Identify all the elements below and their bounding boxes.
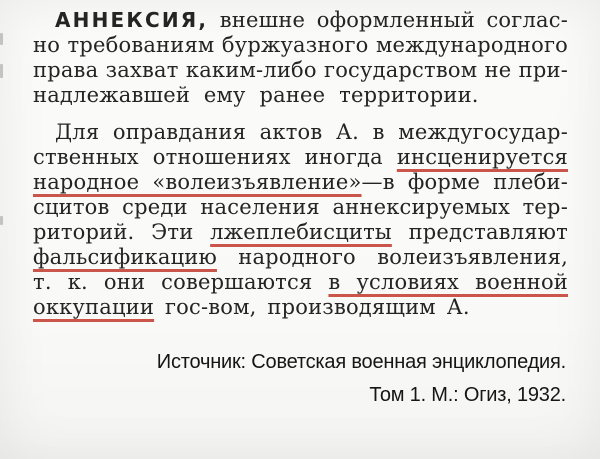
text-segment: гос-вом, производящим А. [154, 295, 470, 319]
text-line [33, 245, 568, 270]
text-segment: —в форме плеби- [361, 170, 568, 194]
text-segment: риторий. Эти [33, 220, 211, 244]
text-segment: народного волеизъявления, [216, 245, 568, 269]
text-segment: внешне оформленный соглас- [208, 8, 568, 32]
underlined-phrase: оккупации [33, 295, 155, 319]
text-line [33, 270, 568, 295]
text-line [33, 295, 568, 320]
source-citation [157, 346, 566, 412]
text-line [33, 170, 568, 195]
entry-term: АННЕКСИЯ, [55, 8, 209, 32]
underlined-phrase: в условиях военной [328, 270, 568, 294]
source-line: Том 1. М.: Огиз, 1932. [369, 384, 566, 406]
text-segment: но требованиям буржуазного международного [33, 33, 568, 57]
source-line: Источник: Советская военная энциклопедия. [156, 351, 566, 373]
text-line [33, 220, 568, 245]
text-line [33, 8, 568, 33]
text-line [33, 33, 568, 58]
text-line [33, 145, 568, 170]
text-line [33, 83, 568, 108]
commentary-paragraph [33, 120, 568, 320]
scan-artifact [0, 33, 3, 45]
scan-artifact [0, 64, 3, 78]
text-segment: представляют [391, 220, 568, 244]
underlined-phrase: лжеплебисциты [210, 220, 392, 244]
underlined-phrase: фальсификацию [33, 245, 217, 269]
scan-artifact [0, 216, 3, 225]
text-segment: т. к. они совершаются [33, 270, 329, 294]
underlined-phrase: инсценируется [396, 145, 568, 169]
text-segment: Для оправдания актов А. в междугосудар- [55, 120, 568, 144]
text-segment: надлежавшей ему ранее территории. [33, 83, 479, 107]
underlined-phrase: народное «волеизъявление» [33, 170, 362, 194]
text-line [33, 120, 568, 145]
encyclopedia-entry [33, 8, 568, 320]
text-segment: сцитов среди населения аннексируемых тер- [33, 195, 568, 219]
text-segment: права захват каким-либо государством не при- [33, 58, 568, 82]
definition-paragraph [33, 8, 568, 108]
text-line [33, 195, 568, 220]
text-line [33, 58, 568, 83]
text-segment: ственных отношениях иногда [33, 145, 397, 169]
